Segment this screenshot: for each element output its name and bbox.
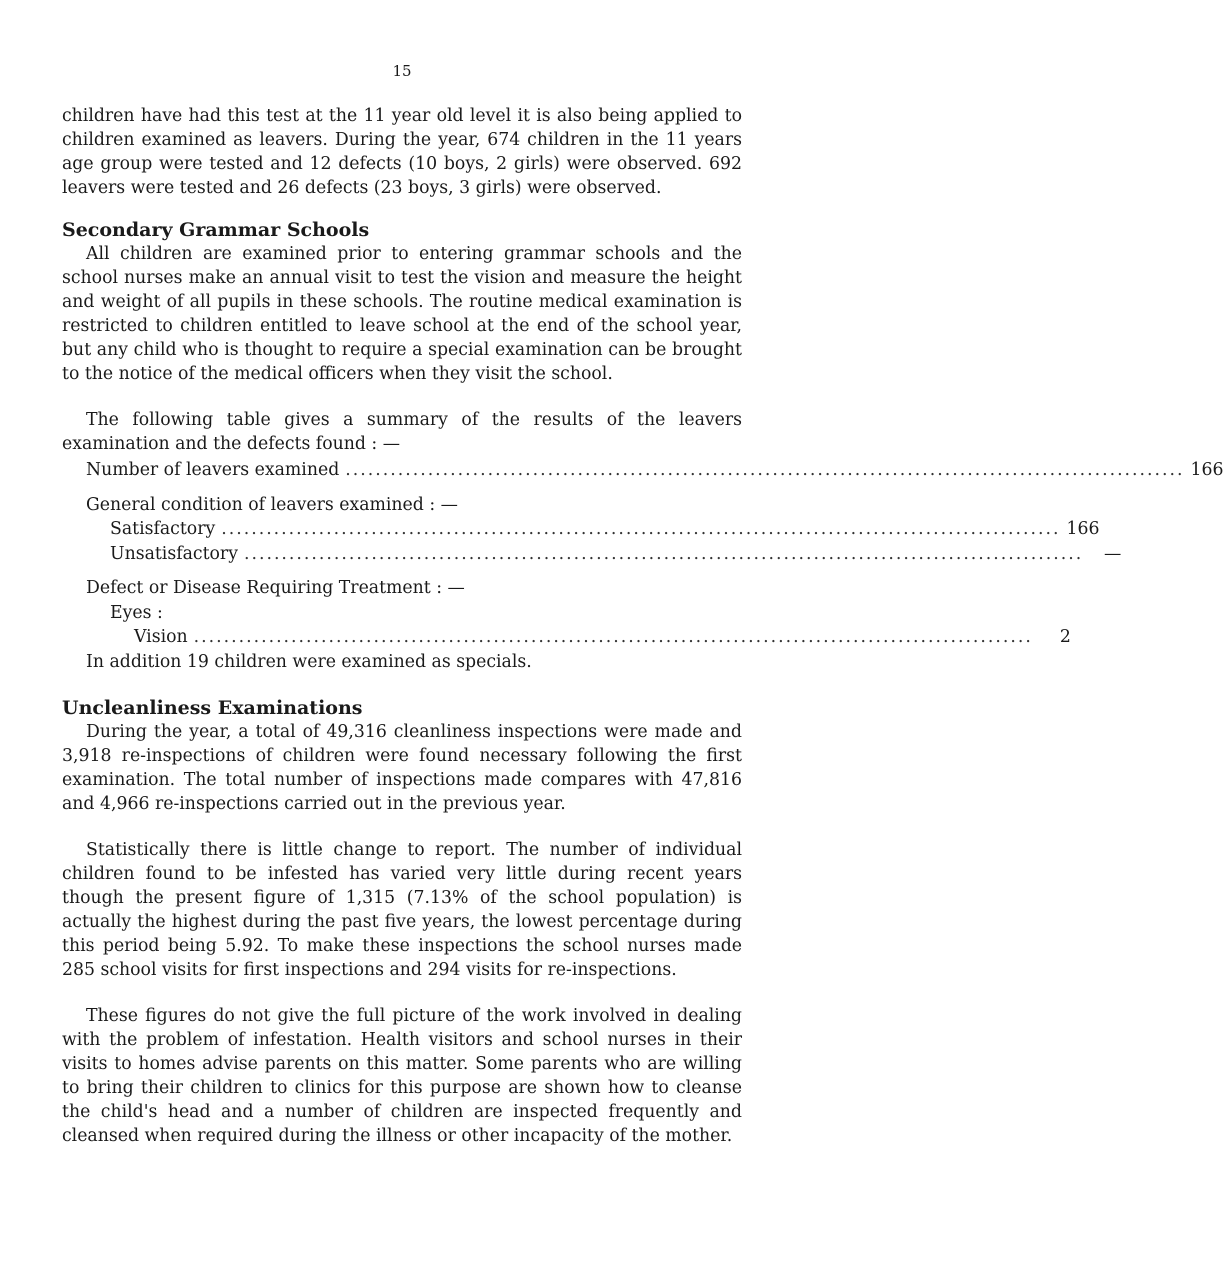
leavers-examined-row: [62, 458, 1224, 483]
specials-note: In addition 19 children were examined as specials.: [86, 651, 532, 672]
document-page: [62, 62, 1224, 1148]
satisfactory-label: Satisfactory: [110, 519, 216, 539]
grammar-schools-paragraph: All children are examined prior to entering grammar schools and the school nurses make an annual visit to test the vision and measure the height and weight of all pupils in these schools. The routine medical examination is restricted to children entitled to leave school at the end of the school year, but any child who is thought to require a special examination can be brought to the notice of the medical officers when they visit the school.: [62, 244, 742, 384]
leader-dots: ................................................................................................................: [243, 543, 1084, 564]
grammar-schools-heading: Secondary Grammar Schools: [62, 219, 370, 241]
leavers-examined-value: 166: [1190, 460, 1224, 480]
unsatisfactory-label: Unsatisfactory: [110, 543, 238, 564]
page-number: 15: [392, 62, 412, 80]
summary-intro-paragraph: The following table gives a summary of the results of the leavers examination and the defects found : —: [62, 410, 742, 454]
leavers-examined-label: Number of leavers examined: [86, 460, 340, 480]
vision-value: 2: [1059, 627, 1071, 647]
leavers-summary-table: [62, 458, 1224, 674]
uncleanliness-paragraph-2: Statistically there is little change to report. The number of individual children found to be infested has varied very little during recent years though the present figure of 1,315 (7.13% of the school population) is actually the highest during the past five years, the lowest percentage during this period being 5.92. To make these inspections the school nurses made 285 school visits for first inspections and 294 visits for re-inspections.: [62, 840, 742, 980]
eyes-heading: Eyes :: [110, 602, 163, 623]
leader-dots: ................................................................................................................: [345, 460, 1185, 480]
satisfactory-row: [62, 517, 1100, 542]
uncleanliness-paragraph-1: During the year, a total of 49,316 cleanliness inspections were made and 3,918 re-inspections of children were found necessary following the first examination. The total number of inspections made compares with 47,816 and 4,966 re-inspections carried out in the previous year.: [62, 722, 742, 814]
intro-paragraph: children have had this test at the 11 year old level it is also being applied to children examined as leavers. During the year, 674 children in the 11 years age group were tested and 12 defects (10 boys, 2 girls) were observed. 692 leavers were tested and 26 defects (23 boys, 3 girls) were observed.: [62, 106, 742, 198]
satisfactory-value: 166: [1066, 519, 1100, 539]
uncleanliness-heading: Uncleanliness Examinations: [62, 697, 363, 719]
leader-dots: ................................................................................................................: [193, 627, 1033, 647]
unsatisfactory-row: [62, 542, 1122, 567]
uncleanliness-paragraph-3: These figures do not give the full picture of the work involved in dealing with the problem of infestation. Health visitors and school nurses in their visits to homes advise parents on this matter. Some parents who are willing to bring their children to clinics for this purpose are shown how to cleanse the child's head and a number of children are inspected frequently and cleansed when required during the illness or other incapacity of the mother.: [62, 1006, 742, 1146]
unsatisfactory-value: —: [1103, 543, 1122, 564]
vision-label: Vision: [134, 627, 188, 647]
defect-treatment-heading: Defect or Disease Requiring Treatment : —: [86, 578, 465, 598]
leader-dots: ................................................................................................................: [221, 519, 1061, 539]
vision-row: [62, 625, 1071, 650]
general-condition-heading: General condition of leavers examined : —: [86, 494, 458, 515]
